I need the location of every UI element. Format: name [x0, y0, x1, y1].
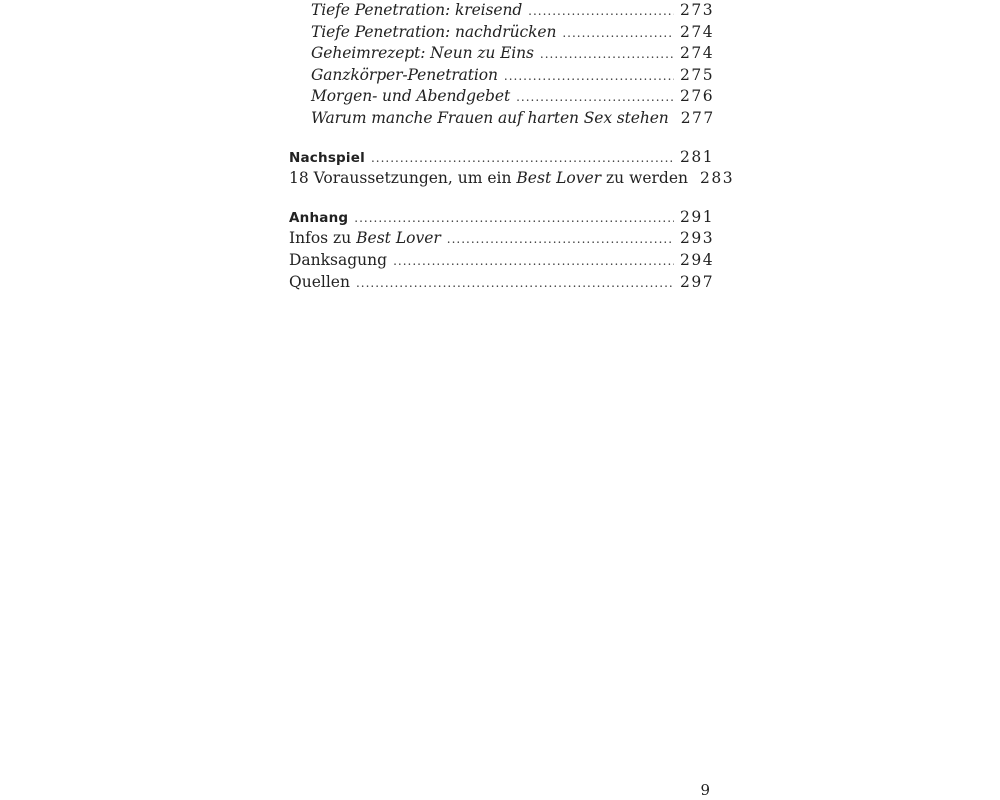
toc-subentry	[289, 86, 715, 108]
book-title: Best Lover	[516, 169, 602, 188]
toc-section-heading: Nachspiel	[289, 149, 365, 166]
dot-leader	[540, 44, 674, 66]
section-spacer	[289, 130, 710, 147]
toc-subentry	[289, 43, 715, 65]
toc-page-number: 274	[680, 22, 715, 41]
dot-leader	[393, 251, 674, 273]
toc-page-number: 293	[680, 229, 715, 248]
dot-leader	[528, 1, 674, 23]
toc-entry-title: Tiefe Penetration: nachdrücken	[311, 22, 557, 41]
dot-leader	[447, 229, 674, 251]
toc-subentry	[289, 0, 715, 22]
toc-entry-title: Morgen- und Abendgebet	[311, 87, 511, 106]
toc-section-heading: Anhang	[289, 209, 349, 226]
toc-page-number: 277	[680, 108, 715, 127]
toc-page-number: 274	[680, 44, 715, 63]
toc-page-number: 297	[680, 272, 715, 291]
section-spacer	[289, 190, 710, 207]
toc-page-number: 276	[680, 87, 715, 106]
book-title: Best Lover	[356, 229, 441, 248]
dot-leader	[354, 208, 674, 230]
table-of-contents	[289, 0, 735, 293]
toc-page-number: 291	[680, 207, 715, 226]
toc-entry-title: Tiefe Penetration: kreisend	[311, 1, 523, 19]
toc-subentry	[289, 65, 715, 87]
toc-subentry	[289, 22, 715, 44]
toc-page-number: 273	[680, 1, 715, 19]
toc-entry-title: Warum manche Frauen auf harten Sex stehen	[311, 108, 669, 127]
toc-page-number: 281	[680, 147, 715, 166]
toc-entry-title: Ganzkörper-Penetration	[311, 65, 498, 84]
dot-leader	[371, 148, 674, 170]
toc-subentry	[289, 108, 715, 130]
page-number: 9	[700, 781, 710, 799]
toc-entry	[289, 272, 715, 294]
toc-entry-title: 18 Voraussetzungen, um ein Best Lover zu werden	[289, 169, 688, 188]
toc-entry	[289, 168, 735, 190]
toc-section-anhang	[289, 207, 715, 229]
toc-entry-title: Infos zu Best Lover	[289, 229, 441, 248]
toc-entry	[289, 228, 715, 250]
toc-page-number: 294	[680, 250, 715, 269]
dot-leader	[504, 66, 674, 88]
dot-leader	[516, 87, 674, 109]
toc-entry-title: Quellen	[289, 272, 350, 291]
toc-section-nachspiel	[289, 147, 715, 169]
toc-entry-title: Danksagung	[289, 250, 388, 269]
dot-leader	[356, 273, 674, 295]
dot-leader	[562, 23, 674, 45]
toc-page-number: 283	[700, 169, 735, 188]
toc-entry-title: Geheimrezept: Neun zu Eins	[311, 44, 534, 63]
toc-entry	[289, 250, 715, 272]
toc-page-number: 275	[680, 65, 715, 84]
